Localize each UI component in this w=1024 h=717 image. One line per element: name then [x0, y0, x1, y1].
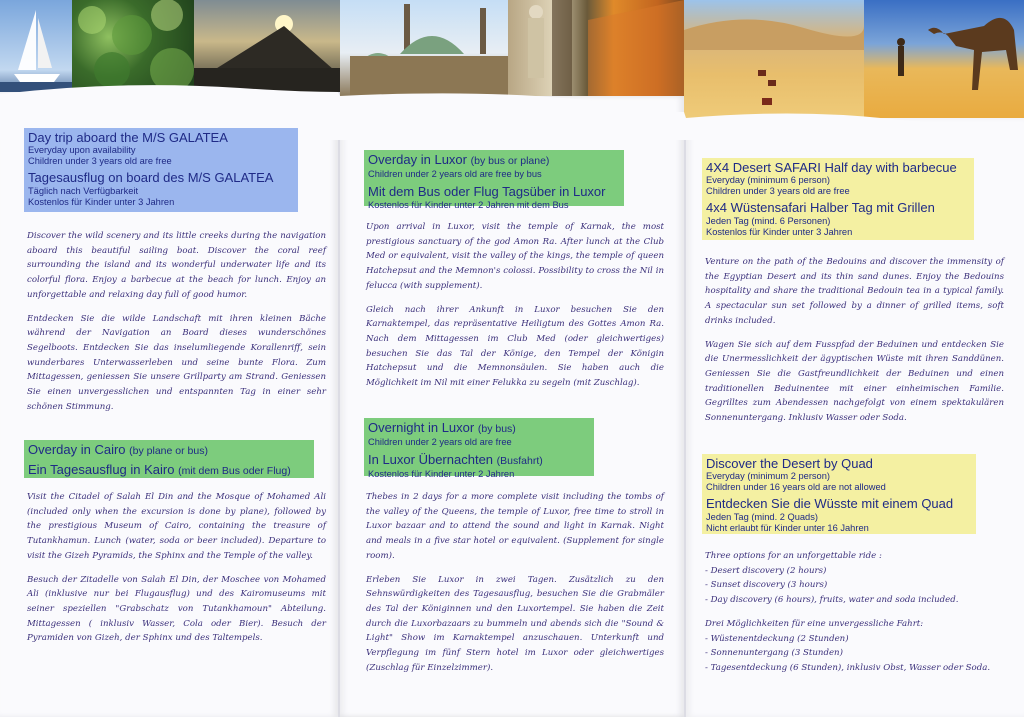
quad-option-en-2: - Sunset discovery (3 hours) — [705, 580, 828, 591]
luxor-overnight-children-de: Kostenlos für Kinder unter 2 Jahren — [368, 468, 515, 479]
quad-options-en — [705, 549, 1004, 608]
quad-option-de-3: - Tagesentdeckung (6 Stunden), inklusiv Obst, Wasser oder Soda. — [705, 662, 991, 673]
quad-option-de-2: - Sonnenuntergang (3 Stunden) — [705, 648, 843, 659]
quad-option-de-1: - Wüstenentdeckung (2 Stunden) — [705, 633, 849, 644]
quad-options-en-title: Three options for an unforgettable ride : — [705, 551, 882, 561]
quad-children-de: Nicht erlaubt für Kinder unter 16 Jahren — [706, 522, 869, 533]
luxor-overday-text-en: Upon arrival in Luxor, visit the temple of Karnak, the most prestigious sanctuary of the god Amon Ra. After lunch at the Club Med or equivalent, visit the valley of the kings, the temple of queen Hatchepsut and the Memnon's colossi. Possibility to cross the Nil in felucca (with supplement). — [366, 222, 664, 291]
safari-title: 4X4 Desert SAFARI Half day with barbecue — [706, 160, 957, 175]
cairo-title-de: Ein Tagesausflug in Kairo (mit dem Bus oder Flug) — [28, 462, 291, 477]
safari-header-box — [702, 158, 974, 240]
luxor-overday-description — [366, 220, 664, 391]
galatea-availability-de: Täglich nach Verfügbarkeit — [28, 186, 139, 196]
galatea-title: Day trip aboard the M/S GALATEA — [28, 130, 228, 145]
luxor-overnight-text-de: Erleben Sie Luxor in zwei Tagen. Zusätzlich zu den Sehnswürdigkeiten des Tagesausflug, besuchen Sie die Grabmäler des Tal der Königinnen und den Luxortempel. Sie haben die Zeit durch die Luxorbazaars zu bummeln und abends sich die "Sound & Light" Show im Karnaktempel anzuschauen. Unterkunft und Verpflegung im fünf Stern hotel im Luxor oder gleichwertiges (Zuschlag für Einzelzimmer). — [366, 574, 664, 673]
quad-availability-de: Jeden Tag (mind. 2 Quads) — [706, 512, 818, 522]
galatea-header-box — [24, 128, 298, 212]
quad-title: Discover the Desert by Quad — [706, 456, 873, 471]
safari-availability-de: Jeden Tag (mind. 6 Personen) — [706, 216, 831, 226]
cairo-description — [27, 490, 326, 646]
luxor-overnight-title: Overnight in Luxor (by bus) — [368, 420, 516, 435]
quad-option-en-1: - Desert discovery (2 hours) — [705, 565, 827, 576]
safari-title-de: 4x4 Wüstensafari Halber Tag mit Grillen — [706, 200, 935, 215]
cairo-header-box — [24, 440, 314, 478]
luxor-overnight-description — [366, 490, 664, 675]
luxor-overnight-text-en: Thebes in 2 days for a more complete visit including the tombs of the valley of the Queens, the temple of Luxor, free time to stroll in Luxor bazaar and to attend the sound and light in Karnak. Night and meals in a five star hotel or equivalent. (Supplement for single room). — [366, 492, 664, 561]
luxor-overday-title-de: Mit dem Bus oder Flug Tagsüber in Luxor — [368, 183, 606, 199]
galatea-children-de: Kostenlos für Kinder unter 3 Jahren — [28, 196, 175, 207]
quad-header-box — [702, 454, 976, 534]
luxor-overday-text-de: Gleich nach ihrer Ankunft in Luxor besuchen Sie den Karnaktempel, das repräsentative Heiligtum des Gottes Amon Ra. Nach dem Mittagessen im Club Med (oder gleichwertiges) besuchen Sie das Tal der Könige, den Tempel der Königin Hatchepsut und die Memnonsäulen. Sie haben auch die Möglichkeit im Nil mit einer Felukka zu segeln (mit Zuschlag). — [366, 304, 664, 389]
luxor-overday-header-box — [364, 150, 624, 210]
galatea-title-de: Tagesausflug on board des M/S GALATEA — [28, 170, 274, 185]
safari-text-en: Venture on the path of the Bedouins and discover the immensity of the Egyptian Desert and its thin sand dunes. Enjoy the Bedouins hospitality and share the traditional Bedouin tea in a typical family. A spectacular sun set followed by a dinner of grilled items, soft drinks included. — [705, 257, 1004, 326]
luxor-overday-children-de: Kostenlos für Kinder unter 2 Jahren mit dem Bus — [368, 199, 569, 210]
galatea-description — [27, 229, 326, 414]
luxor-overday-children: Children under 2 years old are free by bus — [368, 169, 542, 179]
safari-text-de: Wagen Sie sich auf dem Fusspfad der Beduinen und entdecken Sie die Unermesslichkeit der ägyptischen Wüste mit ihren Sanddünen. Geniessen Sie die Gastfreundlichkeit der Beduinen und einen traditionellen Beduinentee mit einer einheimischen Familie. Gegrilltes zum Abendessen nachgefolgt von einem spektakulären Sonnenuntergang. Inklusiv Wasser oder Soda. — [705, 339, 1004, 424]
safari-description — [705, 255, 1004, 426]
luxor-overnight-children: Children under 2 years old are free — [368, 437, 512, 447]
luxor-overnight-title-de: In Luxor Übernachten (Busfahrt) — [368, 451, 543, 467]
luxor-overnight-header-box — [364, 418, 594, 479]
cairo-text-de: Besuch der Zitadelle von Salah El Din, der Moschee von Mohamed Ali (inklusive nur bei Flugausflug) und des Kairomuseums mit seiner speziellen "Grabschatz von Tutankhamoun" Abteilung. Mittagessen ( inklusiv Wasser, Cola oder Bier). Besuch der Pyramiden von Gizeh, der Sphinx und des Taltempels. — [27, 574, 326, 644]
quad-option-en-3: - Day discovery (6 hours), fruits, water and soda included. — [705, 595, 959, 606]
galatea-availability: Everyday upon availability — [28, 145, 136, 155]
cairo-text-en: Visit the Citadel of Salah El Din and the Mosque of Mohamed Ali (included only when the excursion is done by plane), followed by the prestigious Museum of Cairo, containing the treasure of Tutankhamun. Lunch (water, soda or beer included). Departure to visit the Gizeh Pyramids, the Sphinx and the Temple of the valley. — [27, 492, 326, 561]
safari-children-de: Kostenlos für Kinder unter 3 Jahren — [706, 226, 853, 237]
galatea-text-en: Discover the wild scenery and its little creeks during the navigation aboard this beautiful sailing boat. Discover the coral reef surrounding the island and its wonderful underwater life and its colorful flora. Enjoy a barbecue at the beach for lunch. Enjoy an unforgettable and relaxing day full of good humor. — [27, 231, 326, 300]
safari-children: Children under 3 years old are free — [706, 185, 850, 196]
luxor-overday-title: Overday in Luxor (by bus or plane) — [368, 152, 550, 167]
quad-options-de — [705, 617, 1004, 676]
galatea-text-de: Entdecken Sie die wilde Landschaft mit ihren kleinen Bäche während der Navigation an Board dieses wunderschönes Segelboots. Entdecken Sie das inselumliegende Korallenriff, sein wunderbares Unterwasserleben und seine bunte Flora. Zum Mittagessen, geniessen Sie unsere Grillparty am Strand. Geniessen Sie einen unvergesslichen und entspannten Tag in einer sehr schönen Stimmung. — [27, 313, 326, 412]
quad-options-de-title: Drei Möglichkeiten für eine unvergessliche Fahrt: — [705, 618, 924, 629]
quad-description — [705, 549, 1004, 676]
quad-availability: Everyday (minimum 2 person) — [706, 471, 830, 481]
quad-title-de: Entdecken Sie die Wüsste mit einem Quad — [706, 496, 954, 511]
safari-availability: Everyday (minimum 6 person) — [706, 175, 830, 185]
cairo-title: Overday in Cairo (by plane or bus) — [28, 442, 208, 457]
quad-children: Children under 16 years old are not allowed — [706, 481, 886, 492]
galatea-children: Children under 3 years old are free — [28, 155, 172, 166]
